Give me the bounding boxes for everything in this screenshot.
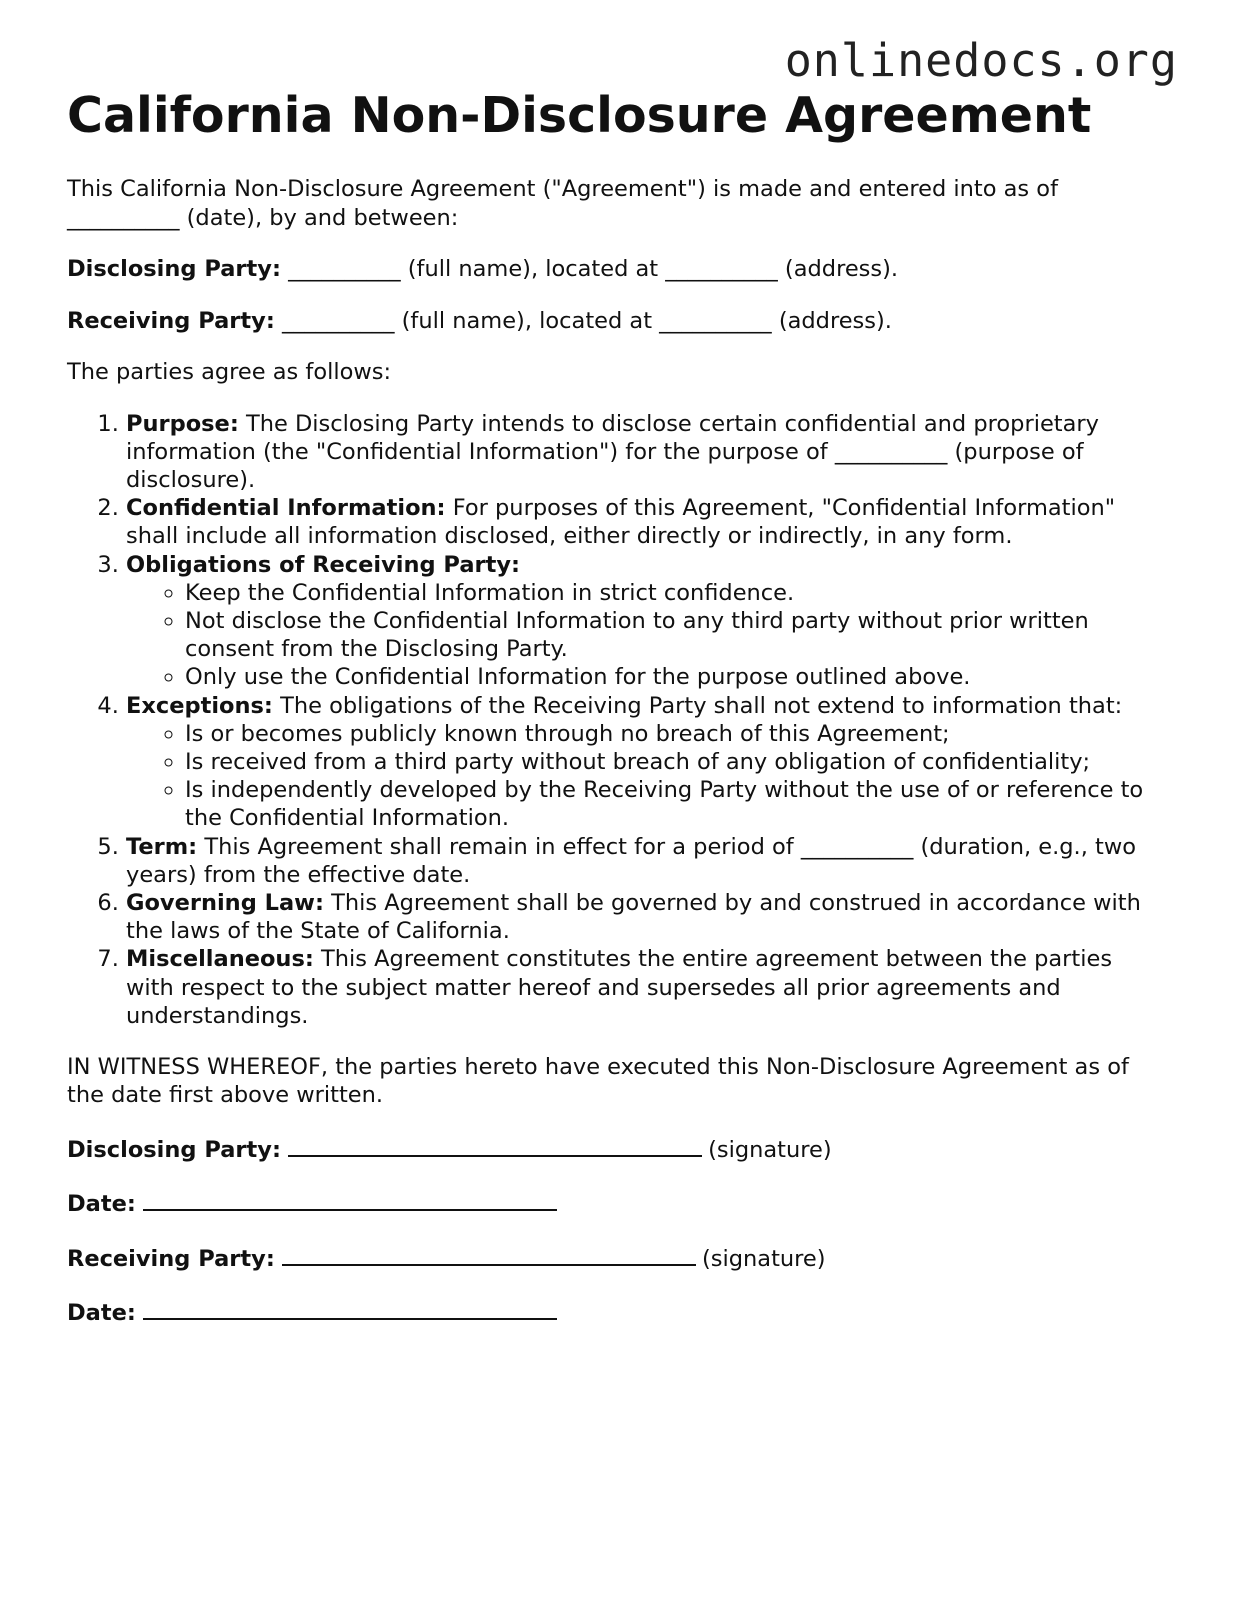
obligations-list	[126, 579, 1162, 692]
disclosing-party-label: Disclosing Party:	[67, 256, 281, 282]
receiving-party-details: __________ (full name), located at __________ (address).	[274, 307, 892, 334]
agree-paragraph: The parties agree as follows:	[67, 359, 392, 385]
clause-text: The obligations of the Receiving Party shall not extend to information that:	[272, 692, 1123, 719]
list-item: ◦ Is or becomes publicly known through no breach of this Agreement;	[185, 720, 1162, 748]
intro-paragraph: This California Non-Disclosure Agreement ("Agreement") is made and entered into as of __________ (date), by and between:	[67, 176, 1058, 231]
date-field-2[interactable]	[143, 1296, 557, 1320]
watermark-text: onlinedocs.org	[784, 34, 1178, 87]
document-page	[67, 88, 1162, 1328]
receiving-party-label: Receiving Party:	[67, 307, 275, 334]
signature-hint: (signature)	[708, 1136, 832, 1163]
clause-heading: Exceptions:	[126, 692, 273, 719]
list-item: ◦ Is independently developed by the Receiving Party without the use of or reference to the Confidential Information.	[185, 776, 1162, 832]
list-item: ◦ Not disclose the Confidential Information to any third party without prior written consent from the Disclosing Party.	[185, 607, 1162, 663]
receiving-signature-field[interactable]	[282, 1242, 696, 1266]
list-item: ◦ Only use the Confidential Information for the purpose outlined above.	[185, 663, 1162, 691]
exceptions-list	[126, 720, 1162, 833]
disclosing-signature-label: Disclosing Party:	[67, 1136, 281, 1163]
clause-text: This Agreement constitutes the entire agreement between the parties with respect to the subject matter hereof and supersedes all prior agreements and understandings.	[126, 946, 1113, 1029]
date-line-2	[67, 1296, 1162, 1328]
clause-list	[67, 410, 1162, 1030]
clause-heading: Governing Law:	[126, 889, 324, 916]
page-title: California Non-Disclosure Agreement	[67, 87, 1092, 144]
witness-paragraph: IN WITNESS WHEREOF, the parties hereto have executed this Non-Disclosure Agreement as of the date first above written.	[67, 1053, 1129, 1109]
list-item: ◦ Is received from a third party without breach of any obligation of confidentiality;	[185, 748, 1162, 776]
clause-term	[126, 833, 1162, 889]
list-item: ◦ Keep the Confidential Information in strict confidence.	[185, 579, 1162, 607]
clause-heading: Obligations of Receiving Party:	[126, 551, 521, 578]
clause-exceptions	[126, 692, 1162, 833]
clause-heading: Confidential Information:	[126, 495, 446, 522]
receiving-party-line	[67, 307, 1162, 336]
clause-heading: Term:	[126, 833, 198, 860]
clause-text: This Agreement shall be governed by and construed in accordance with the laws of the State of California.	[126, 889, 1141, 945]
date-label: Date:	[67, 1300, 136, 1327]
clause-text: This Agreement shall remain in effect for a period of __________ (duration, e.g., two years) from the effective date.	[126, 833, 1136, 888]
disclosing-signature-field[interactable]	[288, 1133, 702, 1157]
receiving-signature-label: Receiving Party:	[67, 1245, 275, 1272]
receiving-signature-line	[67, 1242, 1162, 1274]
clause-heading: Purpose:	[126, 410, 239, 437]
clause-confidential-information	[126, 494, 1162, 550]
signature-hint: (signature)	[701, 1245, 826, 1272]
date-field-1[interactable]	[143, 1187, 557, 1211]
clause-text: The Disclosing Party intends to disclose certain confidential and proprietary information (the "Confidential Information") for the purpose of __________ (purpose of disclosure).	[126, 410, 1099, 493]
clause-text: For purposes of this Agreement, "Confidential Information" shall include all information disclosed, either directly or indirectly, in any form.	[126, 495, 1116, 550]
disclosing-party-details: __________ (full name), located at __________ (address).	[280, 256, 899, 282]
clause-miscellaneous	[126, 945, 1162, 1030]
disclosing-party-line	[67, 255, 1162, 284]
disclosing-signature-line	[67, 1133, 1162, 1165]
clause-purpose	[126, 410, 1162, 495]
clause-governing-law	[126, 889, 1162, 945]
clause-obligations	[126, 551, 1162, 692]
date-line-1	[67, 1187, 1162, 1219]
clause-heading: Miscellaneous:	[126, 946, 314, 973]
date-label: Date:	[67, 1191, 136, 1218]
